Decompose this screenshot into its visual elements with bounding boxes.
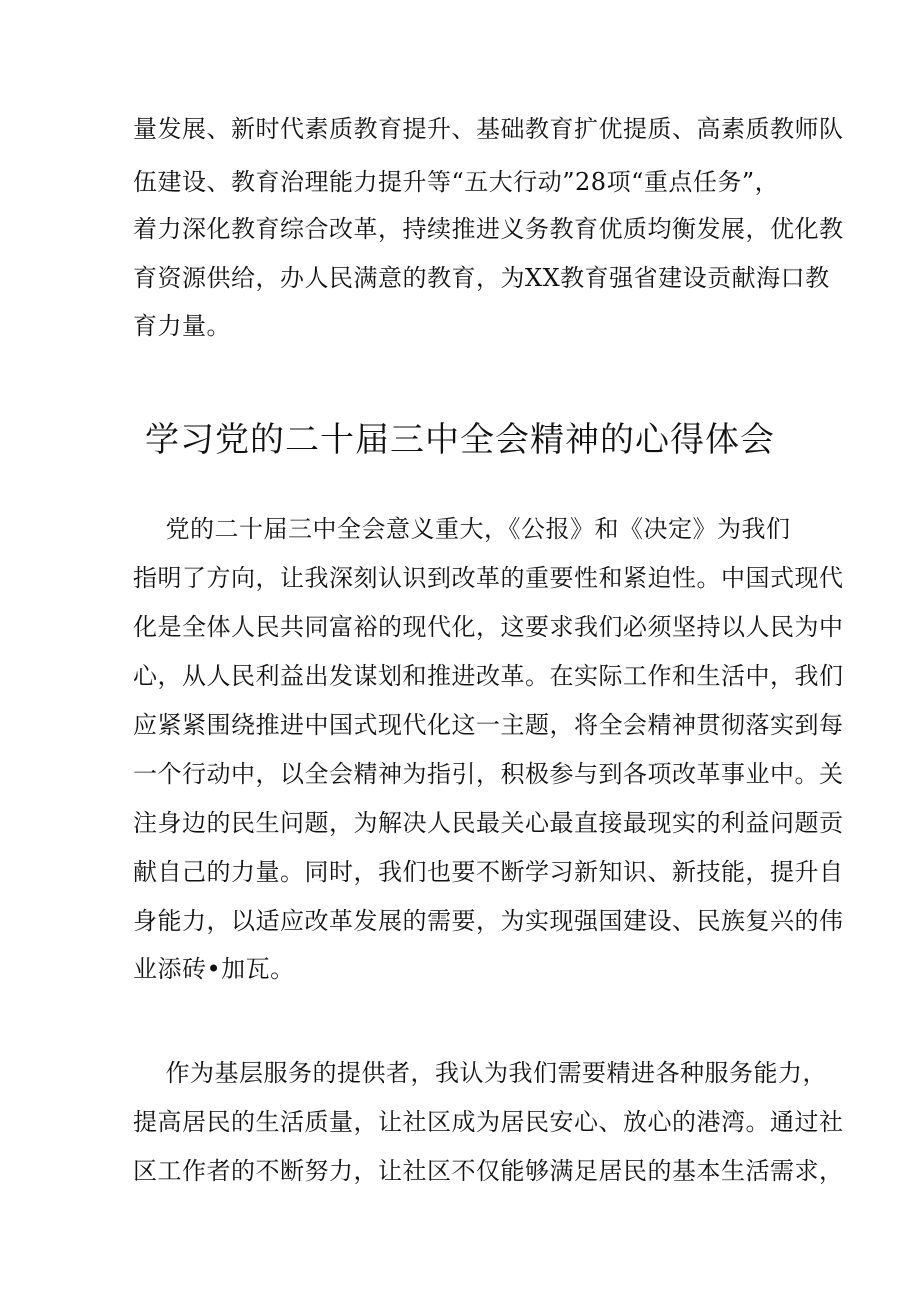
paragraph-line: 提高居民的生活质量，让社区成为居民安心、放心的港湾。通过社 <box>133 1108 844 1136</box>
paragraph-line: 区工作者的不断努力，让社区不仅能够满足居民的基本生活需求， <box>133 1157 844 1185</box>
paragraph-line: 作为基层服务的提供者，我认为我们需要精进各种服务能力， <box>133 1059 828 1087</box>
intro-line: 着力深化教育综合改革，持续推进义务教育优质均衡发展，优化教 <box>133 215 844 243</box>
paragraph-line: 业添砖•加瓦。 <box>133 955 295 983</box>
paragraph-line: 化是全体人民共同富裕的现代化，这要求我们必须坚持以人民为中 <box>133 613 844 641</box>
intro-line: 量发展、新时代素质教育提升、基础教育扩优提质、高素质教师队 <box>133 115 844 143</box>
page-title: 学习党的二十届三中全会精神的心得体会 <box>145 420 775 460</box>
intro-line: 育力量。 <box>133 312 231 340</box>
paragraph-line: 应紧紧围绕推进中国式现代化这一主题，将全会精神贯彻落实到每 <box>133 711 844 739</box>
paragraph-line: 献自己的力量。同时，我们也要不断学习新知识、新技能，提升自 <box>133 858 844 886</box>
paragraph-line: 注身边的民生问题，为解决人民最关心最直接最现实的利益问题贡 <box>133 809 844 837</box>
intro-line: 伍建设、教育治理能力提升等“五大行动”28项“重点任务”， <box>133 168 780 196</box>
intro-line: 育资源供给，办人民满意的教育，为XX教育强省建设贡献海口教 <box>133 264 830 292</box>
paragraph-line: 党的二十届三中全会意义重大，《公报》和《决定》为我们 <box>133 515 791 543</box>
paragraph-line: 一个行动中，以全会精神为指引，积极参与到各项改革事业中。关 <box>133 760 844 788</box>
paragraph-line: 指明了方向，让我深刻认识到改革的重要性和紧迫性。中国式现代 <box>133 564 844 592</box>
paragraph-line: 心，从人民利益出发谋划和推进改革。在实际工作和生活中，我们 <box>133 662 844 690</box>
paragraph-line: 身能力，以适应改革发展的需要，为实现强国建设、民族复兴的伟 <box>133 907 844 935</box>
